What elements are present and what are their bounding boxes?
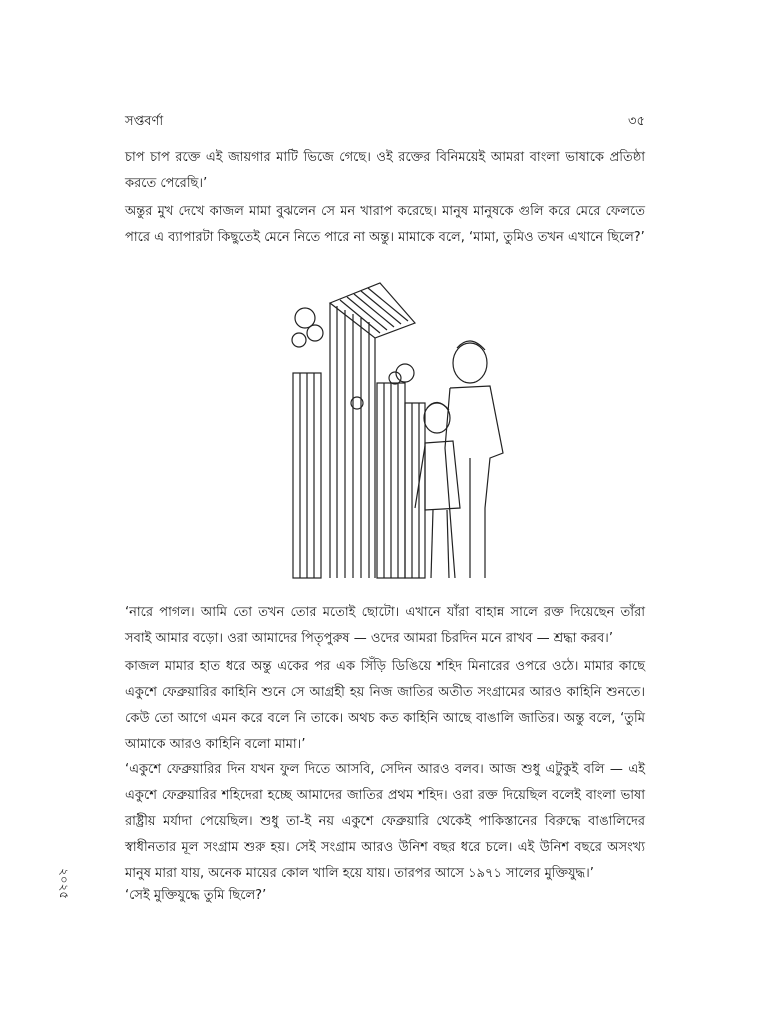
shaheed-minar-illustration [285, 278, 515, 583]
paragraph: চাপ চাপ রক্তে এই জায়গার মাটি ভিজে গেছে। ওই রক্তের বিনিময়েই আমরা বাংলা ভাষাকে প্রতিষ্ঠা করতে পেরেছি।’ [125, 150, 645, 191]
running-header-title: সপ্তবর্ণা [125, 114, 164, 129]
paragraph: ‘সেই মুক্তিযুদ্ধে তুমি ছিলে?’ [125, 888, 267, 903]
margin-year: ২০২৫ [57, 868, 71, 900]
page-number: ৩৫ [628, 114, 645, 129]
paragraph: অন্তুর মুখ দেখে কাজল মামা বুঝলেন সে মন খারাপ করেছে। মানুষ মানুষকে গুলি করে মেরে ফেলতে পারে এ ব্যাপারটা কিছুতেই মেনে নিতে পারে না অন্তু। মামাকে বলে, ‘মামা, তুমিও তখন এখানে ছিলে?’ [125, 204, 645, 245]
paragraph: ‘নারে পাগল। আমি তো তখন তোর মতোই ছোটো। এখানে যাঁরা বাহান্ন সালে রক্ত দিয়েছেন তাঁরা সবাই আমার বড়ো। ওরা আমাদের পিতৃপুরুষ — ওদের আমরা চিরদিন মনে রাখব — শ্রদ্ধা করব।’ [125, 605, 645, 646]
paragraph: কাজল মামার হাত ধরে অন্তু একের পর এক সিঁড়ি ডিঙিয়ে শহিদ মিনারের ওপরে ওঠে। মামার কাছে একুশে ফেব্রুয়ারির কাহিনি শুনে সে আগ্রহী হয় নিজ জাতির অতীত সংগ্রামের আরও কাহিনি শুনতে। কেউ তো আগে এমন করে বলে নি তাকে। অথচ কত কাহিনি আছে বাঙালি জাতির। অন্তু বলে, ‘তুমি আমাকে আরও কাহিনি বলো মামা।’ [125, 659, 645, 752]
paragraph: ‘একুশে ফেব্রুয়ারির দিন যখন ফুল দিতে আসবি, সেদিন আরও বলব। আজ শুধু এটুকুই বলি — এই একুশে ফেব্রুয়ারির শহিদেরা হচ্ছে আমাদের জাতির প্রথম শহিদ। ওরা রক্ত দিয়েছিল বলেই বাংলা ভাষা রাষ্ট্রীয় মর্যাদা পেয়েছিল। শুধু তা-ই নয় একুশে ফেব্রুয়ারি থেকেই পাকিস্তানের বিরুদ্ধে বাঙালিদের স্বাধীনতার মূল সংগ্রাম শুরু হয়। সেই সংগ্রাম আরও উনিশ বছর ধরে চলে। এই উনিশ বছরে অসংখ্য মানুষ মারা যায়, অনেক মায়ের কোল খালি হয়ে যায়। তারপর আসে ১৯৭১ সালের মুক্তিযুদ্ধ।’ [125, 762, 645, 881]
